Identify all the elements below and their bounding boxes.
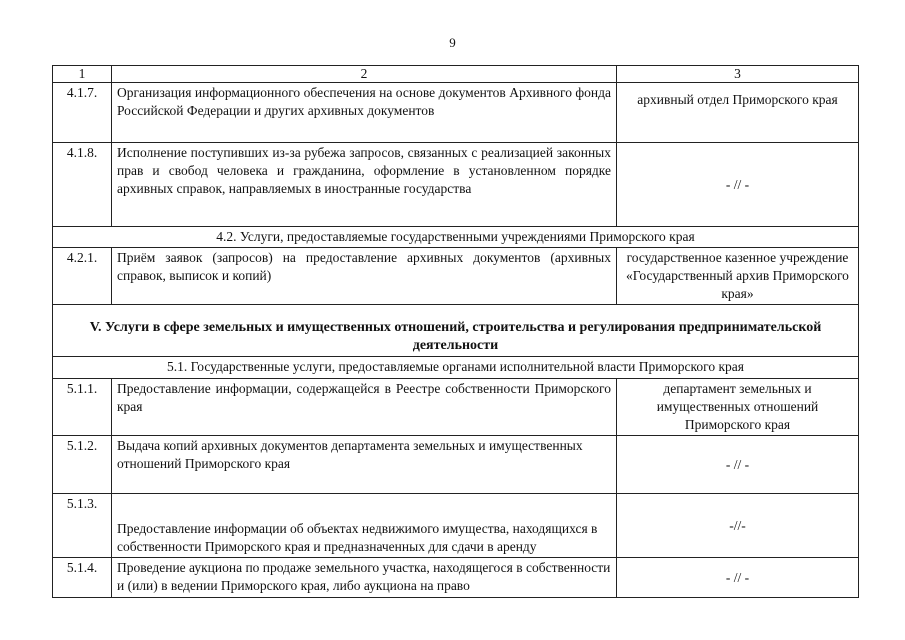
- table-row: [53, 83, 859, 143]
- table-row: [53, 143, 859, 227]
- table-header-row: [53, 66, 859, 83]
- responsible-organization: - // -: [617, 143, 859, 227]
- row-number: 4.1.8.: [53, 143, 112, 227]
- service-description: Организация информационного обеспечения на основе документов Архивного фонда Российской Федерации и других архивных документов: [112, 83, 617, 143]
- row-number: 4.2.1.: [53, 248, 112, 305]
- service-description: Выдача копий архивных документов департамента земельных и имущественных отношений Приморского края: [112, 436, 617, 494]
- row-number: 5.1.1.: [53, 379, 112, 436]
- responsible-organization: -//-: [617, 494, 859, 558]
- subsection-row: [53, 357, 859, 379]
- services-table: [52, 65, 859, 598]
- subsection-title: 5.1. Государственные услуги, предоставляемые органами исполнительной власти Приморского края: [53, 357, 859, 379]
- service-description: Предоставление информации об объектах недвижимого имущества, находящихся в собственности Приморского края и предназначенных для сдачи в аренду: [112, 494, 617, 558]
- section-row: [53, 305, 859, 357]
- row-number: 5.1.2.: [53, 436, 112, 494]
- responsible-organization: департамент земельных и имущественных отношений Приморского края: [617, 379, 859, 436]
- service-description: Исполнение поступивших из-за рубежа запросов, связанных с реализацией законных прав и свобод человека и гражданина, оформление в установленном порядке архивных справок, направляемых в иностранные государства: [112, 143, 617, 227]
- header-cell-1: 1: [53, 66, 112, 83]
- header-cell-3: 3: [617, 66, 859, 83]
- table-row: [53, 494, 859, 558]
- responsible-organization: архивный отдел Приморского края: [617, 83, 859, 143]
- table-row: [53, 436, 859, 494]
- table-row: [53, 558, 859, 598]
- table-row: [53, 248, 859, 305]
- responsible-organization: государственное казенное учреждение «Государственный архив Приморского края»: [617, 248, 859, 305]
- header-cell-2: 2: [112, 66, 617, 83]
- service-description: Проведение аукциона по продаже земельного участка, находящегося в собственности и (или) в ведении Приморского края, либо аукциона на право: [112, 558, 617, 598]
- section-title: V. Услуги в сфере земельных и имущественных отношений, строительства и регулирования предпринимательской деятельности: [53, 305, 859, 357]
- row-number: 4.1.7.: [53, 83, 112, 143]
- row-number: 5.1.4.: [53, 558, 112, 598]
- responsible-organization: - // -: [617, 436, 859, 494]
- row-number: 5.1.3.: [53, 494, 112, 558]
- responsible-organization: - // -: [617, 558, 859, 598]
- subsection-row: [53, 227, 859, 248]
- service-description: Приём заявок (запросов) на предоставление архивных документов (архивных справок, выписок и копий): [112, 248, 617, 305]
- service-description: Предоставление информации, содержащейся в Реестре собственности Приморского края: [112, 379, 617, 436]
- subsection-title: 4.2. Услуги, предоставляемые государственными учреждениями Приморского края: [53, 227, 859, 248]
- page-number: 9: [449, 35, 456, 50]
- table-row: [53, 379, 859, 436]
